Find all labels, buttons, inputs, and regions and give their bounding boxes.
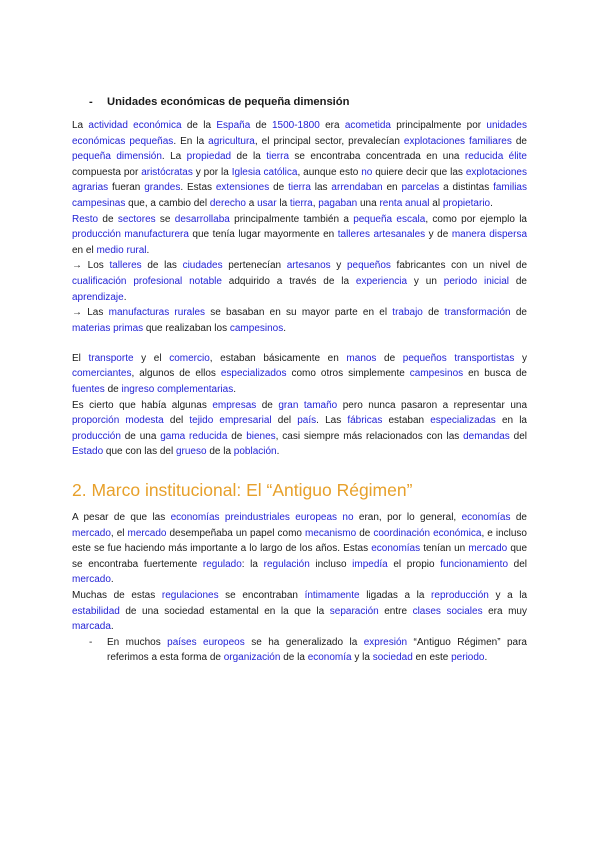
text-run: y la: [351, 652, 373, 664]
highlighted-term[interactable]: reproducción: [431, 589, 489, 601]
highlighted-term[interactable]: país: [297, 415, 317, 427]
text-run: El: [72, 352, 89, 364]
highlighted-term[interactable]: mercado: [468, 543, 508, 555]
text-run: . Estas: [180, 182, 216, 194]
text-run: adquirido a través de la: [221, 275, 356, 287]
text-run: , como por ejemplo la: [425, 213, 527, 225]
highlighted-term[interactable]: ingreso complementarias: [121, 384, 234, 395]
text-run: .: [484, 652, 488, 664]
text-run: de: [256, 399, 279, 411]
highlighted-term[interactable]: propietario: [442, 197, 491, 209]
text-run: fabricantes con un nivel de: [390, 260, 528, 272]
text-run: “Antiguo Régimen” para referimos a esta forma de: [107, 636, 527, 664]
highlighted-term[interactable]: fuentes: [72, 384, 105, 395]
text-run: de la: [181, 120, 217, 131]
highlighted-term[interactable]: especializados: [220, 368, 287, 380]
text-run: incluso: [309, 558, 353, 570]
text-run: se encontraban: [218, 589, 305, 601]
highlighted-term[interactable]: manera dispersa: [451, 229, 528, 241]
highlighted-term[interactable]: ciudades: [182, 260, 223, 272]
text-run: de: [510, 307, 527, 319]
text-run: y por la: [192, 166, 232, 178]
highlighted-term[interactable]: trabajo: [392, 307, 423, 319]
text-run: y: [330, 260, 347, 272]
highlighted-term[interactable]: no: [361, 166, 373, 178]
text-run: en el: [72, 244, 97, 256]
text-run: .: [276, 446, 280, 458]
highlighted-term[interactable]: expresión: [363, 636, 408, 648]
text-run: de: [269, 182, 289, 194]
text-run: , casi siempre más relacionados con las: [275, 430, 464, 442]
text-run: : la: [241, 558, 264, 570]
highlighted-term[interactable]: mercado: [72, 527, 111, 539]
text-run: de una sociedad estamental en la que la: [119, 605, 330, 617]
highlighted-term[interactable]: empresas: [212, 399, 257, 411]
highlighted-term[interactable]: aprendizaje: [72, 291, 124, 303]
highlighted-term[interactable]: organización: [223, 652, 281, 664]
highlighted-term[interactable]: transporte: [88, 352, 134, 364]
highlighted-term[interactable]: funcionamiento: [440, 558, 509, 570]
text-run: de: [509, 275, 527, 287]
text-run: estaban: [382, 415, 431, 427]
text-run: .: [283, 322, 287, 334]
highlighted-term[interactable]: gama reducida: [160, 430, 228, 442]
highlighted-term[interactable]: regulaciones: [161, 589, 219, 601]
text-run: de: [422, 307, 445, 319]
text-run: de: [356, 527, 374, 539]
highlighted-term[interactable]: impedía: [352, 558, 388, 570]
highlighted-term[interactable]: comercio: [169, 352, 210, 364]
text-run: del: [509, 430, 527, 442]
text-run: era muy: [482, 605, 527, 617]
highlighted-term[interactable]: separación: [329, 605, 379, 617]
text-run: En muchos: [107, 636, 168, 648]
text-run: principalmente por: [391, 120, 487, 131]
highlighted-term[interactable]: medio rural: [96, 244, 147, 256]
highlighted-term[interactable]: usar: [257, 197, 277, 209]
highlighted-term[interactable]: Estado: [72, 446, 104, 458]
highlighted-term[interactable]: economías: [461, 511, 511, 523]
highlighted-term[interactable]: talleres artesanales: [337, 229, 426, 241]
text-run: → Los: [72, 260, 110, 272]
text-run: era: [319, 120, 345, 131]
text-run: .: [490, 197, 493, 209]
bullet-dash: -: [89, 96, 93, 108]
text-run: a: [246, 197, 258, 209]
highlighted-term[interactable]: periodo: [451, 652, 485, 664]
highlighted-term[interactable]: pagaban: [318, 197, 358, 209]
highlighted-term[interactable]: transformación: [444, 307, 511, 319]
highlighted-term[interactable]: campesinos: [229, 322, 284, 334]
highlighted-term[interactable]: extensiones: [215, 182, 270, 194]
highlighted-term[interactable]: mercado: [127, 527, 167, 539]
text-run: que, a cambio del: [125, 197, 210, 209]
text-run: de: [104, 384, 122, 395]
text-run: .: [123, 291, 127, 303]
highlighted-term[interactable]: tierra: [266, 151, 290, 163]
text-run: una: [357, 197, 380, 209]
text-run: quiere decir que las: [372, 166, 466, 178]
highlighted-term[interactable]: economías preindustriales europeas: [170, 511, 338, 523]
text-run: La: [72, 120, 89, 131]
paragraph: [72, 305, 527, 336]
document-page: [72, 96, 527, 666]
highlighted-term[interactable]: sectores: [117, 213, 156, 225]
paragraph: [72, 588, 527, 635]
text-run: de las: [141, 260, 183, 272]
highlighted-term[interactable]: proporción modesta: [72, 415, 164, 427]
text-run: como otros simplemente: [286, 368, 410, 380]
text-run: → Las: [72, 307, 109, 319]
text-run: y el: [133, 352, 170, 364]
highlighted-term[interactable]: gran tamaño: [278, 399, 338, 411]
highlighted-term[interactable]: regulado: [202, 558, 242, 570]
highlighted-term[interactable]: reducida élite: [464, 151, 527, 163]
highlighted-term[interactable]: grandes: [144, 182, 181, 194]
text-run: y: [514, 352, 527, 364]
text-run: en busca de: [463, 368, 527, 380]
text-run: se ha generalizado la: [244, 636, 364, 648]
highlighted-term[interactable]: renta anual: [379, 197, 430, 209]
highlighted-term[interactable]: íntimamente: [304, 589, 360, 601]
highlighted-term[interactable]: pequeños: [346, 260, 391, 272]
text-run: eran, por lo general,: [353, 511, 462, 523]
text-run: .: [110, 574, 114, 586]
highlighted-term[interactable]: arrendaban: [331, 182, 383, 194]
text-run: .: [110, 621, 114, 633]
text-run: en: [382, 182, 402, 194]
highlighted-term[interactable]: clases sociales: [412, 605, 483, 617]
highlighted-term[interactable]: economía: [307, 652, 352, 664]
highlighted-term[interactable]: materias primas: [72, 322, 144, 334]
text-run: , estaban básicamente en: [209, 352, 347, 364]
highlighted-term[interactable]: mercado: [72, 574, 111, 586]
text-run: en este: [412, 652, 452, 664]
highlighted-term[interactable]: Iglesia católica: [231, 166, 298, 178]
highlighted-term[interactable]: mecanismo: [305, 527, 357, 539]
text-run: pertenecían: [222, 260, 287, 272]
text-run: la: [276, 197, 290, 209]
highlighted-term[interactable]: tierra: [289, 197, 313, 209]
paragraph: [72, 510, 527, 588]
highlighted-term[interactable]: Resto: [72, 213, 99, 225]
highlighted-term[interactable]: manufacturas rurales: [108, 307, 206, 319]
text-run: se: [155, 213, 175, 225]
highlighted-term[interactable]: pequeños transportistas: [402, 352, 515, 364]
highlighted-term[interactable]: acometida: [344, 120, 391, 131]
highlighted-term[interactable]: bienes: [246, 430, 276, 442]
text-run: de: [227, 430, 247, 442]
text-run: de la: [231, 151, 267, 163]
highlighted-term[interactable]: cualificación profesional notable: [72, 275, 222, 287]
text-run: pero nunca pasaron a representar una: [337, 399, 528, 411]
highlighted-term[interactable]: agricultura: [208, 135, 255, 147]
highlighted-term[interactable]: producción: [72, 430, 121, 442]
text-run: que tenía lugar mayormente en: [188, 229, 338, 241]
text-run: tenían un: [420, 543, 469, 555]
text-run: de: [376, 352, 403, 364]
highlighted-term[interactable]: regulación: [263, 558, 310, 570]
text-run: las: [310, 182, 332, 194]
text-run: .: [146, 244, 150, 256]
highlighted-term[interactable]: población: [233, 446, 277, 458]
text-run: al: [429, 197, 443, 209]
highlighted-term[interactable]: artesanos: [286, 260, 331, 272]
highlighted-term[interactable]: sociedad: [372, 652, 413, 664]
text-run: .: [233, 384, 236, 395]
section-heading-text: Unidades económicas de pequeña dimensión: [107, 96, 350, 108]
highlighted-term[interactable]: actividad económica: [88, 120, 182, 131]
text-run: principalmente también a: [229, 213, 354, 225]
highlighted-term[interactable]: pequeña escala: [353, 213, 426, 225]
highlighted-term[interactable]: unidades económicas pequeñas: [72, 120, 527, 147]
bullet-text: [107, 635, 527, 666]
highlighted-term[interactable]: explotaciones agrarias: [72, 166, 527, 194]
text-run: de: [98, 213, 118, 225]
text-run: de la: [206, 446, 234, 458]
text-run: a distintas: [439, 182, 494, 194]
highlighted-term[interactable]: campesinos: [409, 368, 464, 380]
text-run: . En la: [173, 135, 209, 147]
paragraph: [72, 258, 527, 305]
highlighted-term[interactable]: comerciantes: [72, 368, 132, 380]
highlighted-term[interactable]: 1500-1800: [271, 120, 320, 131]
text-run: el propio: [387, 558, 441, 570]
highlighted-term[interactable]: coordinación económica: [373, 527, 482, 539]
highlighted-term[interactable]: demandas: [463, 430, 510, 442]
highlighted-term[interactable]: explotaciones familiares: [403, 135, 512, 147]
text-run: y un: [407, 275, 444, 287]
text-run: ,: [312, 197, 319, 209]
text-run: y de: [425, 229, 452, 241]
text-run: , aunque esto: [297, 166, 362, 178]
paragraph: [72, 212, 527, 259]
highlighted-term[interactable]: experiencia: [355, 275, 408, 287]
text-run: de la: [280, 652, 308, 664]
paragraph: [72, 351, 527, 398]
text-run: . Las: [316, 415, 348, 427]
text-run: Es cierto que había algunas: [72, 399, 213, 411]
highlighted-term[interactable]: periodo inicial: [443, 275, 510, 287]
text-run: que realizaban los: [143, 322, 230, 334]
highlighted-term[interactable]: economías: [371, 543, 421, 555]
section-heading: [89, 96, 527, 108]
highlighted-term[interactable]: fábricas: [347, 415, 383, 427]
highlighted-term[interactable]: producción manufacturera: [72, 229, 189, 241]
highlighted-term[interactable]: talleres: [109, 260, 142, 272]
text-run: del: [508, 558, 528, 570]
highlighted-term[interactable]: parcelas: [401, 182, 440, 194]
text-run: compuesta por: [72, 166, 142, 178]
paragraph: [72, 118, 527, 212]
text-run: de: [510, 511, 527, 523]
highlighted-term[interactable]: familias campesinas: [72, 182, 527, 209]
text-run: de una: [120, 430, 161, 442]
text-run: Muchas de estas: [72, 589, 162, 601]
text-run: . La: [161, 151, 187, 163]
highlighted-term[interactable]: estabilidad: [72, 605, 120, 617]
text-run: ligadas a la: [359, 589, 432, 601]
highlighted-term[interactable]: tejido empresarial: [189, 415, 272, 427]
text-run: , algunos de ellos: [131, 368, 221, 380]
text-run: desempeñaba un papel como: [166, 527, 306, 539]
highlighted-term[interactable]: propiedad: [186, 151, 232, 163]
text-run: se basaban en su mayor parte en el: [205, 307, 393, 319]
text-run: que se encontraba fuertemente: [72, 543, 528, 570]
text-run: fueran: [108, 182, 145, 194]
text-run: de: [250, 120, 272, 131]
highlighted-term[interactable]: especializadas: [430, 415, 496, 427]
paragraph: [72, 398, 527, 460]
highlighted-term[interactable]: no: [342, 511, 354, 523]
bullet-dash: -: [89, 636, 93, 648]
highlighted-term[interactable]: aristócratas: [141, 166, 193, 178]
highlighted-term[interactable]: tierra: [288, 182, 311, 194]
highlighted-term[interactable]: pequeña dimensión: [72, 151, 162, 163]
text-run: de: [511, 135, 527, 147]
highlighted-term[interactable]: España: [216, 120, 251, 131]
section-2-heading: 2. Marco institucional: El “Antiguo Régimen”: [72, 479, 413, 500]
text-run: del: [163, 415, 190, 427]
text-run: entre: [378, 605, 413, 617]
text-run: , e incluso este se fue haciendo más importante a lo largo de los años. Estas: [72, 527, 527, 555]
highlighted-term[interactable]: derecho: [209, 197, 246, 209]
text-run: que con las del: [103, 446, 176, 458]
text-run: y a la: [488, 589, 528, 601]
text-run: en la: [495, 415, 527, 427]
text-run: del: [271, 415, 298, 427]
highlighted-term[interactable]: países europeos: [167, 636, 245, 648]
text-run: A pesar de que las: [72, 511, 171, 523]
bullet-item: [89, 635, 527, 666]
highlighted-term[interactable]: marcada: [72, 621, 111, 633]
highlighted-term[interactable]: manos: [346, 352, 377, 364]
text-run: , el: [110, 527, 128, 539]
highlighted-term[interactable]: grueso: [175, 446, 207, 458]
text-run: , el principal sector, prevalecían: [254, 135, 404, 147]
text-run: se encontraba concentrada en una: [289, 151, 465, 163]
highlighted-term[interactable]: desarrollaba: [174, 213, 230, 225]
